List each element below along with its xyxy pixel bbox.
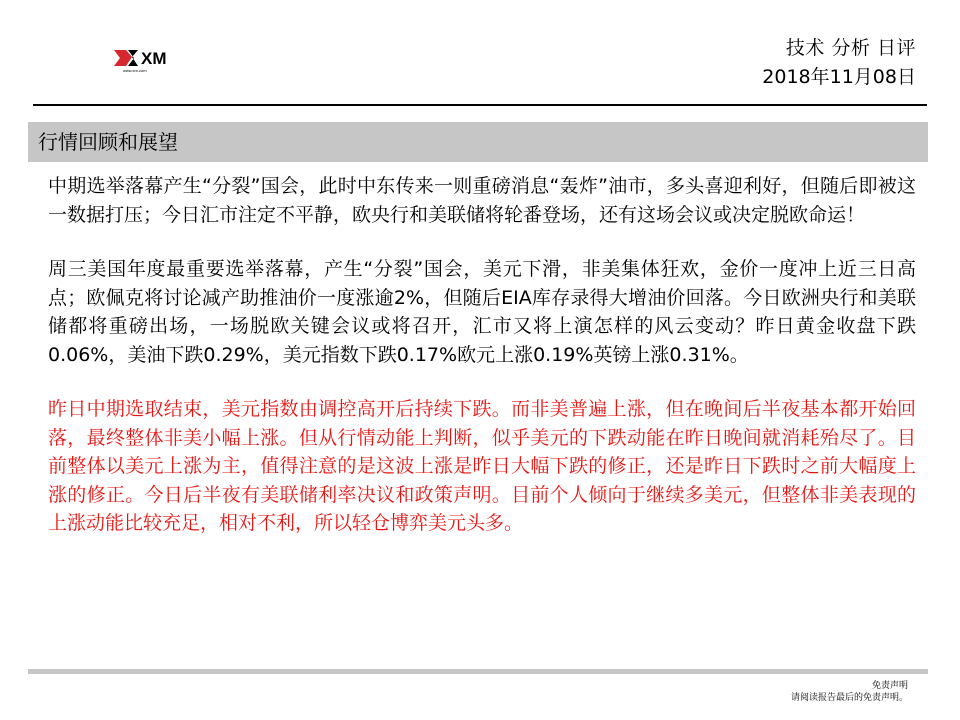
summary-paragraph: 中期选举落幕产生“分裂”国会，此时中东传来一则重磅消息“轰炸”油市，多头喜迎利好，但随后即被这一数据打压；今日汇市注定不平静，欧央行和美联储将轮番登场，还有这场会议或决定脱欧命运！ — [48, 175, 916, 226]
xm-logo-red-mark — [114, 50, 132, 66]
section-header-bar — [28, 122, 928, 162]
xm-logo-url: www.xm.com — [123, 68, 147, 73]
report-header — [762, 34, 916, 92]
outlook-paragraph: 昨日中期选取结束，美元指数由调控高开后持续下跌。而非美普遍上涨，但在晚间后半夜基本都开始回落，最终整体非美小幅上涨。但从行情动能上判断，似乎美元的下跌动能在昨日晚间就消耗殆尽了。目前整体以美元上涨为主，值得注意的是这波上涨是昨日大幅下跌的修正，还是昨日下跌时之前大幅度上涨的修正。今日后半夜有美联储利率决议和政策声明。目前个人倾向于继续多美元，但整体非美表现的上涨动能比较充足，相对不利，所以轻仓博弈美元头多。 — [48, 398, 916, 534]
disclaimer — [791, 680, 908, 704]
footer-divider — [28, 669, 928, 674]
report-title: 技术 分析 日评 — [785, 37, 916, 59]
report-body — [48, 172, 916, 564]
section-title: 行情回顾和展望 — [38, 130, 178, 154]
xm-logo-icon — [112, 44, 202, 74]
disclaimer-text: 请阅读报告最后的免责声明。 — [790, 693, 908, 703]
xm-logo — [112, 44, 202, 74]
report-date: 2018年11月08日 — [762, 66, 916, 88]
xm-logo-wordmark: XM — [141, 49, 167, 68]
disclaimer-title: 免责声明 — [871, 681, 908, 691]
market-review-paragraph: 周三美国年度最重要选举落幕，产生“分裂”国会，美元下滑，非美集体狂欢，金价一度冲上近三日高点；欧佩克将讨论减产助推油价一度涨逾2%，但随后EIA库存录得大增油价回落。今日欧洲央行和美联储都将重磅出场，一场脱欧关键会议或将召开，汇市又将上演怎样的风云变动？昨日黄金收盘下跌0.06%，美油下跌0.29%，美元指数下跌0.17%欧元上涨0.19%英镑上涨0.31%。 — [48, 258, 916, 366]
header-divider — [33, 104, 927, 106]
